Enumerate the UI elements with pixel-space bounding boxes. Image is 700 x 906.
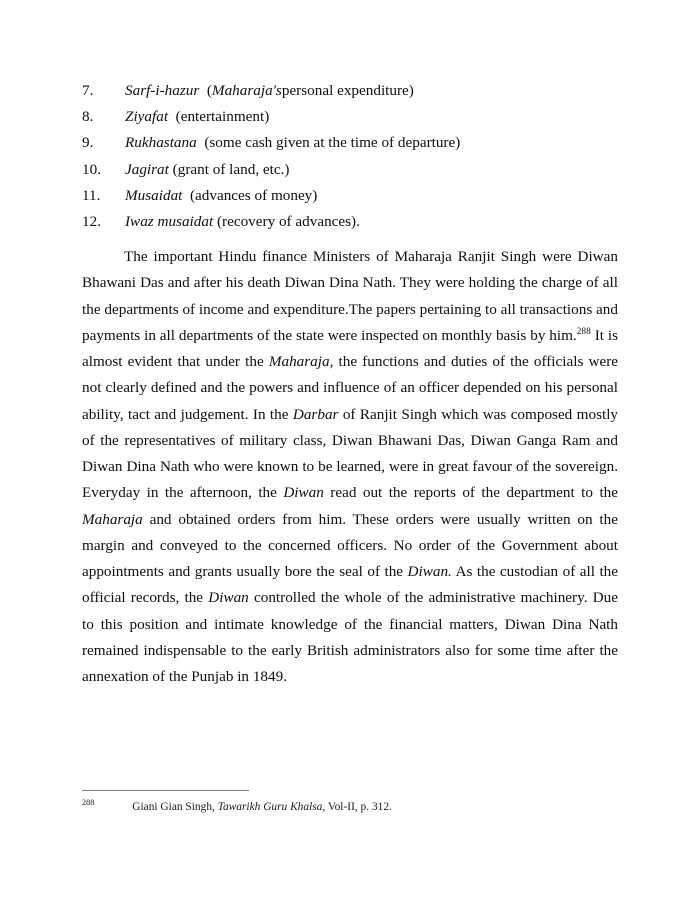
italic-term-darbar: Darbar — [292, 405, 339, 423]
paragraph-segment: As the custodian of all the official records, the — [82, 563, 619, 607]
list-item-term: Ziyafat — [125, 108, 169, 126]
paragraph-segment: and obtained orders from him. These orders were usually written on the margin and conveyed to the concerned officers. No order of the Government about appointments and grants usually bore the seal of the — [82, 510, 618, 581]
paragraph-segment: It is almost evident that under the — [82, 326, 618, 371]
paragraph-segment: read out the reports of the department to the — [323, 484, 618, 502]
italic-term-maharaja: Maharaja — [82, 510, 143, 528]
footnote-marker: 288 — [82, 798, 95, 808]
list-item-gloss-italic: Maharaja's — [211, 82, 282, 99]
paragraph-segment: controlled the whole of the administrative machinery. Due to this position and intimate knowledge of the financial matters, Diwan Dina Nath remained indispensable to the early British administrators also for some time after the annexation of the Punjab in 1849. — [82, 589, 619, 686]
italic-term-maharaja: Maharaja, — [268, 353, 334, 371]
list-item-term: Iwaz musaidat — [125, 213, 214, 231]
list-item-gap — [199, 78, 207, 104]
list-item-number: 9. — [82, 134, 94, 152]
paragraph-segment: the functions and duties of the officials were not clearly defined and the powers and influence of an officer depended on his personal ability, tact and judgement. In the — [82, 353, 619, 423]
list-item — [82, 183, 618, 209]
list-item-gloss-pre: (advances of money) — [189, 186, 318, 204]
italic-term-diwan: Diwan — [283, 484, 324, 502]
list-item-number: 12. — [82, 213, 101, 231]
list-item-gloss-pre: (entertainment) — [175, 108, 270, 126]
footnote-separator-rule — [82, 790, 249, 791]
list-item-term: Rukhastana — [125, 134, 197, 152]
list-item — [82, 209, 618, 235]
footnote-author: Giani Gian Singh, — [132, 801, 218, 813]
list-item — [82, 78, 618, 104]
page-content — [82, 78, 618, 690]
footnote-entry — [82, 800, 618, 815]
paragraph-segment: of Ranjit Singh which was composed mostly of the representatives of military class, Diwan Bhawani Das, Diwan Ganga Ram and Diwan Dina Nath who were known to be learned, were in great favour of the sovereign. Everyday in the afternoon, the — [82, 405, 619, 502]
italic-term-diwan: Diwan. — [407, 563, 452, 581]
footnote-area — [82, 790, 618, 815]
list-item-gap — [182, 183, 190, 209]
list-item-gap — [197, 130, 205, 156]
list-item-gloss-pre: (recovery of advances). — [216, 213, 360, 231]
paragraph-segment: The important Hindu finance Ministers of Maharaja Ranjit Singh were Diwan Bhawani Das and after his death Diwan Dina Nath. They were holding the charge of all the departments of income and expenditure.The papers pertaining to all transactions and payments in all departments of the state were inspected on monthly basis by him. — [82, 248, 618, 344]
list-item-gloss-pre: ( — [206, 82, 212, 99]
footnote-reference: 288 — [576, 326, 591, 337]
list-item-gloss-post: personal expenditure) — [281, 82, 414, 99]
list-item-gap — [168, 104, 176, 130]
list-item — [82, 157, 618, 183]
list-item-term: Musaidat — [125, 186, 183, 204]
body-paragraph — [82, 244, 618, 690]
list-item-gloss-pre: (grant of land, etc.) — [172, 160, 290, 178]
italic-term-diwan: Diwan — [208, 589, 249, 607]
list-item-number: 10. — [82, 160, 101, 178]
list-item-gloss-pre: (some cash given at the time of departure) — [204, 134, 461, 152]
footnote-citation: Vol-II, p. 312. — [325, 801, 392, 813]
list-item — [82, 130, 618, 156]
list-item-term: Sarf-i-hazur — [125, 82, 200, 99]
list-item-number: 7. — [82, 82, 94, 99]
list-item-number: 11. — [82, 186, 101, 204]
numbered-list — [82, 78, 618, 235]
list-item-number: 8. — [82, 108, 94, 126]
footnote-title: Tawarikh Guru Khalsa, — [217, 801, 326, 813]
list-item — [82, 104, 618, 130]
list-item-term: Jagirat — [125, 160, 169, 178]
